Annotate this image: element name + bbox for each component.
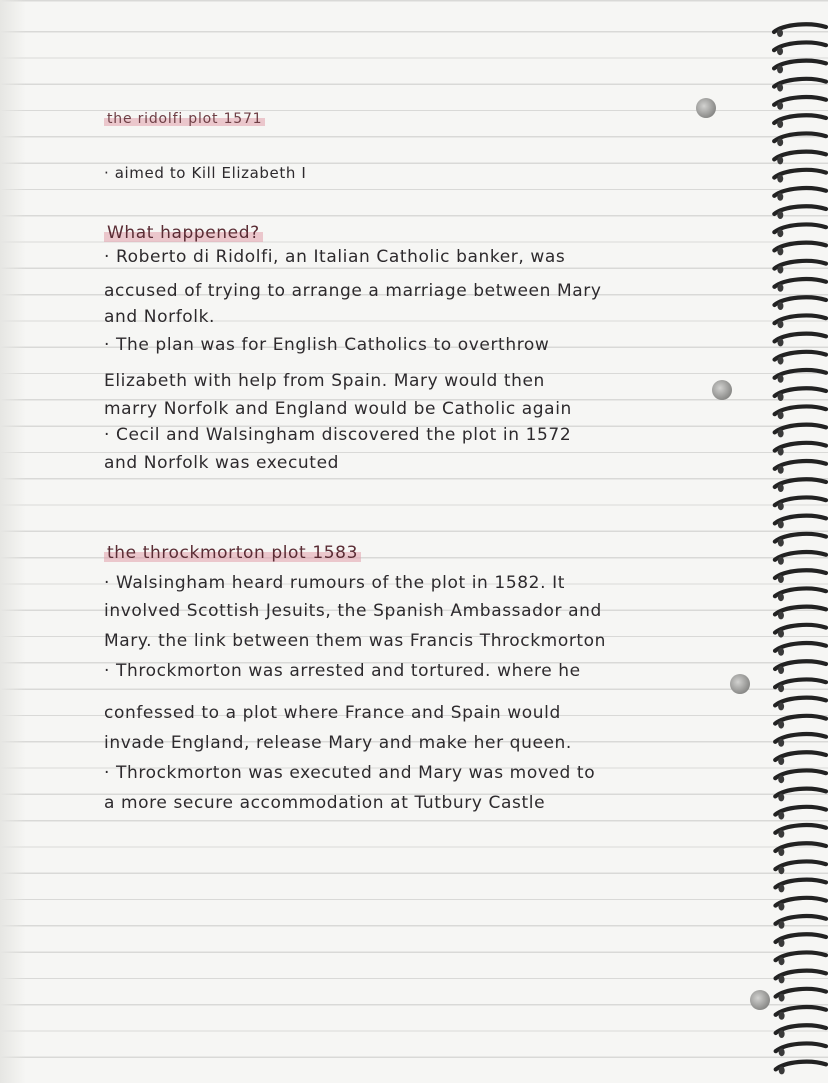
throckmorton-line: involved Scottish Jesuits, the Spanish Ambassador and [104, 601, 602, 621]
binding-hole [778, 357, 784, 365]
binding-hole [778, 775, 784, 783]
ridolfi-plot-title [104, 108, 265, 130]
punch-hole [730, 674, 750, 694]
throckmorton-line: · Throckmorton was executed and Mary was moved to [104, 763, 596, 783]
binding-hole [779, 1030, 785, 1038]
ridolfi-line: marry Norfolk and England would be Catholic again [104, 399, 572, 419]
binding-hole [777, 320, 783, 328]
binding-hole [777, 65, 783, 73]
ridolfi-line: · The plan was for English Catholics to overthrow [104, 335, 550, 355]
binding-hole [778, 830, 784, 838]
binding-hole [778, 884, 784, 892]
binding-hole [778, 848, 784, 856]
throckmorton-line: Mary. the link between them was Francis Throckmorton [104, 631, 607, 651]
binding-hole [777, 247, 783, 255]
binding-hole [777, 266, 783, 274]
ridolfi-line: · Roberto di Ridolfi, an Italian Catholic banker, was [104, 247, 566, 267]
binding-hole [777, 47, 783, 55]
binding-hole [777, 211, 783, 219]
binding-hole [777, 102, 783, 110]
punch-hole [750, 990, 770, 1010]
binding-hole [778, 921, 784, 929]
page-margin [0, 0, 26, 1083]
binding-hole [778, 338, 784, 346]
binding-hole [779, 939, 785, 947]
binding-hole [778, 557, 784, 565]
ridolfi-line: Elizabeth with help from Spain. Mary would then [104, 371, 545, 391]
binding-hole [778, 793, 784, 801]
binding-hole [778, 411, 784, 419]
ridolfi-line: and Norfolk. [104, 307, 216, 327]
binding-hole [778, 812, 784, 820]
binding-hole [778, 520, 784, 528]
ridolfi-line: and Norfolk was executed [104, 453, 340, 473]
binding-hole [778, 575, 784, 583]
throckmorton-plot-title-text: the throckmorton plot 1583 [104, 543, 361, 563]
binding-hole [778, 739, 784, 747]
binding-hole [778, 866, 784, 874]
binding-hole [777, 175, 783, 183]
binding-hole [779, 994, 785, 1002]
binding-hole [777, 229, 783, 237]
ridolfi-line: accused of trying to arrange a marriage between Mary [104, 281, 602, 301]
punch-hole [712, 380, 732, 400]
binding-hole [777, 120, 783, 128]
spiral-binding [770, 18, 828, 1078]
binding-hole [777, 156, 783, 164]
binding-hole [778, 684, 784, 692]
binding-hole [779, 957, 785, 965]
binding-hole [779, 1066, 785, 1074]
what-happened-heading [104, 222, 263, 244]
binding-hole [777, 193, 783, 201]
ridolfi-line: · Cecil and Walsingham discovered the plot in 1572 [104, 425, 572, 445]
binding-hole [778, 502, 784, 510]
binding-hole [777, 302, 783, 310]
binding-hole [778, 466, 784, 474]
binding-hole [778, 702, 784, 710]
ridolfi-plot-title-text: the ridolfi plot 1571 [104, 111, 265, 127]
binding-hole [778, 539, 784, 547]
throckmorton-line: a more secure accommodation at Tutbury Castle [104, 793, 546, 813]
punch-hole [696, 98, 716, 118]
throckmorton-line: · Walsingham heard rumours of the plot in 1582. It [104, 573, 565, 593]
throckmorton-line: · Throckmorton was arrested and tortured. where he [104, 661, 581, 681]
binding-hole [778, 721, 784, 729]
binding-hole [778, 429, 784, 437]
what-happened-text: What happened? [104, 223, 263, 243]
throckmorton-plot-title [104, 542, 361, 564]
throckmorton-line: confessed to a plot where France and Spain would [104, 703, 561, 723]
binding-hole [778, 630, 784, 638]
binding-hole [778, 648, 784, 656]
binding-hole [777, 284, 783, 292]
throckmorton-line: invade England, release Mary and make her queen. [104, 733, 572, 753]
binding-hole [778, 448, 784, 456]
binding-hole [778, 666, 784, 674]
binding-hole [779, 1012, 785, 1020]
binding-hole [778, 393, 784, 401]
binding-hole [777, 138, 783, 146]
binding-hole [779, 975, 785, 983]
binding-hole [778, 375, 784, 383]
spiral-coils [774, 24, 826, 1074]
binding-hole [778, 903, 784, 911]
binding-hole [777, 29, 783, 37]
binding-hole [777, 84, 783, 92]
ridolfi-aim-text: · aimed to Kill Elizabeth I [104, 164, 307, 182]
binding-hole [778, 484, 784, 492]
binding-hole [779, 1048, 785, 1056]
binding-hole [778, 593, 784, 601]
binding-hole [778, 757, 784, 765]
binding-hole [778, 611, 784, 619]
